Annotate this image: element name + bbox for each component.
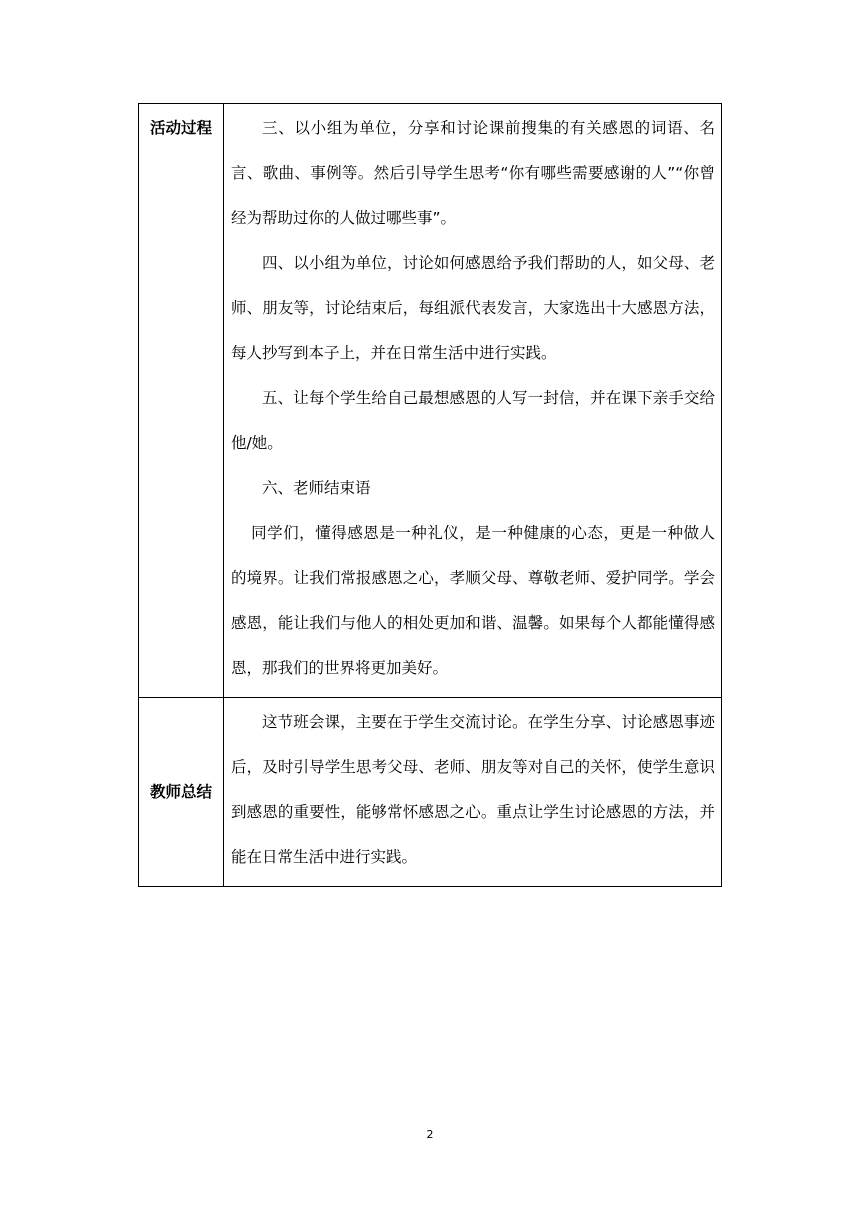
paragraph-step-three: 三、以小组为单位，分享和讨论课前搜集的有关感恩的词语、名言、歌曲、事例等。然后引导学生思考“你有哪些需要感谢的人”“你曾经为帮助过你的人做过哪些事”。 — [231, 119, 715, 227]
paragraph-step-five: 五、让每个学生给自己最想感恩的人写一封信，并在课下亲手交给他/她。 — [231, 389, 715, 452]
paragraph-step-four: 四、以小组为单位，讨论如何感恩给予我们帮助的人，如父母、老师、朋友等，讨论结束后，每组派代表发言，大家选出十大感恩方法，每人抄写到本子上，并在日常生活中进行实践。 — [231, 254, 715, 362]
table-row-teacher-summary — [139, 698, 722, 887]
teacher-summary-content — [224, 698, 722, 887]
row-label-teacher-summary: 教师总结 — [139, 698, 224, 887]
table-row-activity-process — [139, 104, 722, 698]
paragraph-closing-remarks: 同学们，懂得感恩是一种礼仪，是一种健康的心态，更是一种做人的境界。让我们常报感恩之心，孝顺父母、尊敬老师、爱护同学。学会感恩，能让我们与他人的相处更加和谐、温馨。如果每个人都能懂得感恩，那我们的世界将更加美好。 — [231, 524, 715, 677]
row-label-activity-process: 活动过程 — [139, 104, 224, 698]
page-number: 2 — [426, 1128, 434, 1141]
lesson-table — [138, 103, 722, 887]
activity-process-content — [224, 104, 722, 698]
paragraph-step-six: 六、老师结束语 — [262, 479, 371, 497]
paragraph-summary: 这节班会课，主要在于学生交流讨论。在学生分享、讨论感恩事迹后，及时引导学生思考父母、老师、朋友等对自己的关怀，使学生意识到感恩的重要性，能够常怀感恩之心。重点让学生讨论感恩的方法，并能在日常生活中进行实践。 — [231, 713, 715, 866]
